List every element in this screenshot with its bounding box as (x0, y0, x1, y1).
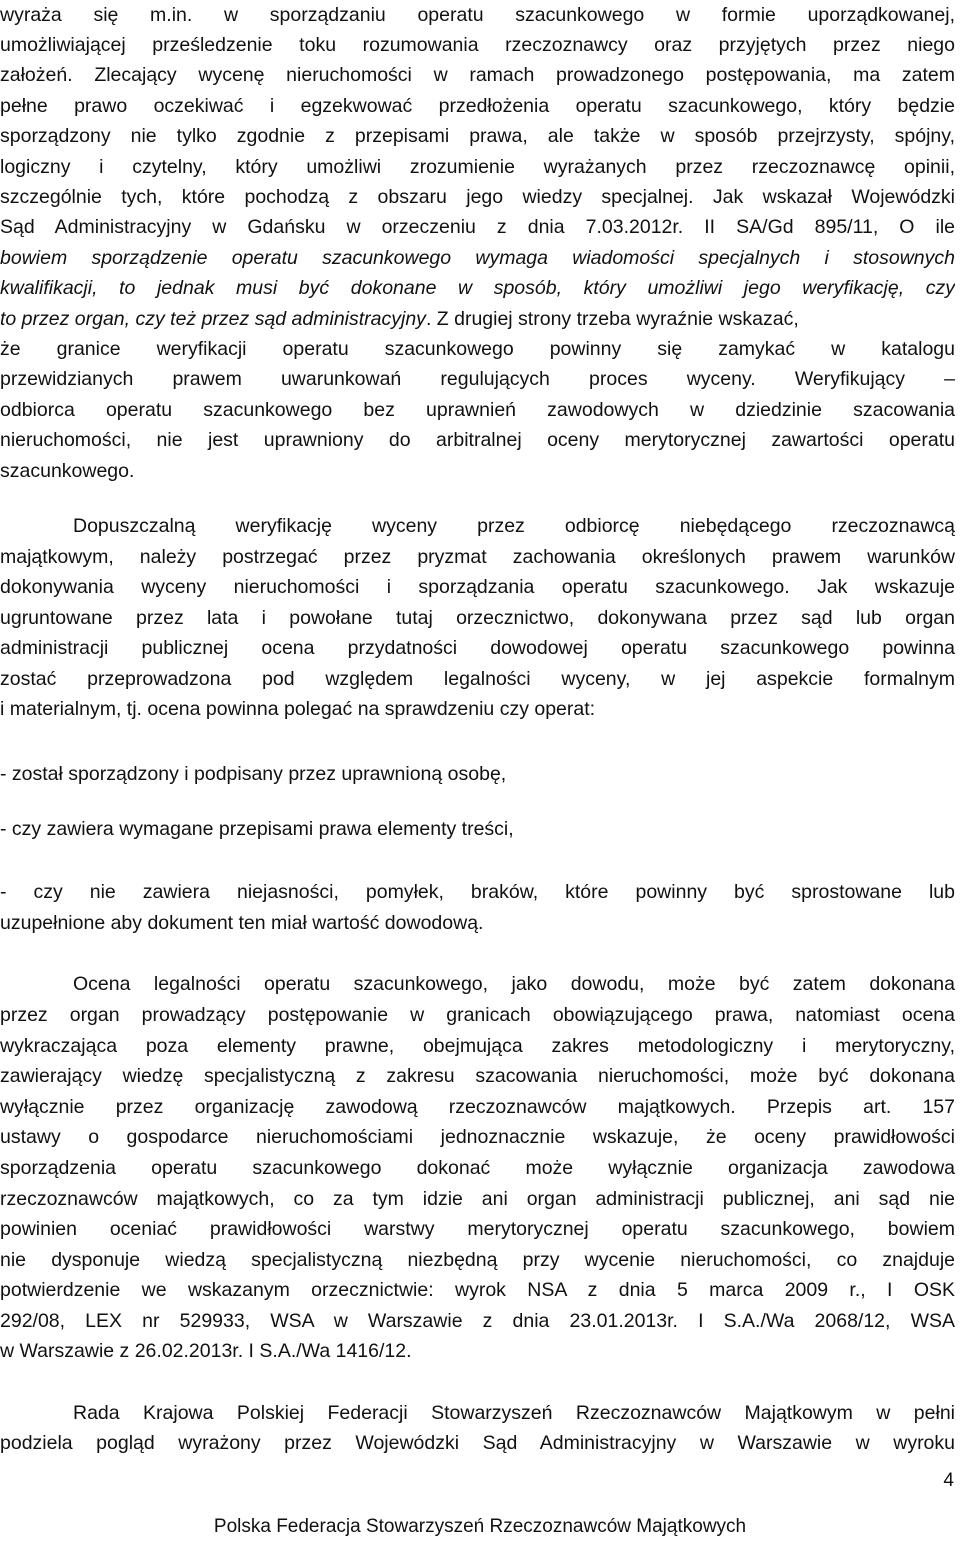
text-line: założeń. Zlecający wycenę nieruchomości w ramach prowadzonego postępowania, ma zatem (0, 64, 955, 86)
text-line: sporządzenia operatu szacunkowego dokonać może wyłącznie organizacja zawodowa (0, 1157, 955, 1179)
text-line: szczególnie tych, które pochodzą z obszaru jego wiedzy specjalnej. Jak wskazał Wojewódzki (0, 186, 955, 208)
text-line: że granice weryfikacji operatu szacunkowego powinny się zamykać w katalogu (0, 338, 955, 360)
text-line: odbiorca operatu szacunkowego bez uprawnień zawodowych w dziedzinie szacowania (0, 399, 955, 421)
text-line: wyłącznie przez organizację zawodową rzeczoznawców majątkowych. Przepis art. 157 (0, 1096, 955, 1118)
text-line: pełne prawo oczekiwać i egzekwować przedłożenia operatu szacunkowego, który będzie (0, 95, 955, 117)
text-line: w Warszawie z 26.02.2013r. I S.A./Wa 1416/12. (0, 1340, 412, 1362)
list-item: - czy nie zawiera niejasności, pomyłek, braków, które powinny być sprostowane lub (0, 881, 955, 903)
list-item: - czy zawiera wymagane przepisami prawa elementy treści, (0, 818, 514, 840)
text-line: administracji publicznej ocena przydatności dowodowej operatu szacunkowego powinna (0, 637, 955, 659)
text-line: ustawy o gospodarce nieruchomościami jednoznacznie wskazuje, że oceny prawidłowości (0, 1126, 955, 1148)
text-line: sporządzony nie tylko zgodnie z przepisami prawa, ale także w sposób przejrzysty, spójny, (0, 125, 955, 147)
text-line: logiczny i czytelny, który umożliwi zrozumienie wyrażanych przez rzeczoznawcę opinii, (0, 156, 955, 178)
text-line: wyraża się m.in. w sporządzaniu operatu szacunkowego w formie uporządkowanej, (0, 4, 955, 26)
page-number: 4 (943, 1470, 954, 1491)
paragraph-first-line: Rada Krajowa Polskiej Federacji Stowarzyszeń Rzeczoznawców Majątkowym w pełni (73, 1402, 955, 1424)
text-line: ugruntowane przez lata i powołane tutaj orzecznictwo, dokonywana przez sąd lub organ (0, 607, 955, 629)
italic-quote-line: bowiem sporządzenie operatu szacunkowego wymaga wiadomości specjalnych i stosownych (0, 247, 955, 269)
text-line: wykraczająca poza elementy prawne, obejmująca zakres metodologiczny i merytoryczny, (0, 1035, 955, 1057)
text-line: nieruchomości, nie jest uprawniony do arbitralnej oceny merytorycznej zawartości operatu (0, 429, 955, 451)
italic-quote-end: to przez organ, czy też przez sąd administracyjny (0, 308, 426, 330)
text-line: dokonywania wyceny nieruchomości i sporządzania operatu szacunkowego. Jak wskazuje (0, 576, 955, 598)
text-line: 292/08, LEX nr 529933, WSA w Warszawie z dnia 23.01.2013r. I S.A./Wa 2068/12, WSA (0, 1310, 955, 1332)
text-line: zostać przeprowadzona pod względem legalności wyceny, w jej aspekcie formalnym (0, 668, 955, 690)
text-line: uzupełnione aby dokument ten miał wartość dowodową. (0, 912, 484, 934)
text-line: Sąd Administracyjny w Gdańsku w orzeczeniu z dnia 7.03.2012r. II SA/Gd 895/11, O ile (0, 216, 955, 238)
text-line: rzeczoznawców majątkowych, co za tym idzie ani organ administracji publicznej, ani sąd nie (0, 1188, 955, 1210)
text-line: umożliwiającej prześledzenie toku rozumowania rzeczoznawcy oraz przyjętych przez niego (0, 34, 955, 56)
text-line: nie dysponuje wiedzą specjalistyczną niezbędną przy wycenie nieruchomości, co znajduje (0, 1249, 955, 1271)
text-line: zawierający wiedzę specjalistyczną z zakresu szacowania nieruchomości, może być dokonana (0, 1065, 955, 1087)
text-line (0, 304, 955, 334)
page-footer: Polska Federacja Stowarzyszeń Rzeczoznawców Majątkowych (213, 1516, 747, 1537)
text-continuation: . Z drugiej strony trzeba wyraźnie wskazać, (425, 308, 799, 330)
text-line: powinien oceniać prawidłowości warstwy merytorycznej operatu szacunkowego, bowiem (0, 1218, 955, 1240)
text-line: przez organ prowadzący postępowanie w granicach obowiązującego prawa, natomiast ocena (0, 1004, 955, 1026)
text-line: majątkowym, należy postrzegać przez pryzmat zachowania określonych prawem warunków (0, 546, 955, 568)
text-line: podziela pogląd wyrażony przez Wojewódzki Sąd Administracyjny w Warszawie w wyroku (0, 1432, 955, 1454)
text-line: i materialnym, tj. ocena powinna polegać na sprawdzeniu czy operat: (0, 698, 596, 720)
paragraph-first-line: Ocena legalności operatu szacunkowego, jako dowodu, może być zatem dokonana (73, 973, 955, 995)
text-line: potwierdzenie we wskazanym orzecznictwie: wyrok NSA z dnia 5 marca 2009 r., I OSK (0, 1279, 955, 1301)
italic-quote-line: kwalifikacji, to jednak musi być dokonane w sposób, który umożliwi jego weryfikację, czy (0, 277, 955, 299)
paragraph-first-line: Dopuszczalną weryfikację wyceny przez odbiorcę niebędącego rzeczoznawcą (73, 515, 955, 537)
text-line: przewidzianych prawem uwarunkowań regulujących proces wyceny. Weryfikujący – (0, 368, 955, 390)
list-item: - został sporządzony i podpisany przez uprawnioną osobę, (0, 763, 507, 785)
text-line: szacunkowego. (0, 460, 135, 482)
